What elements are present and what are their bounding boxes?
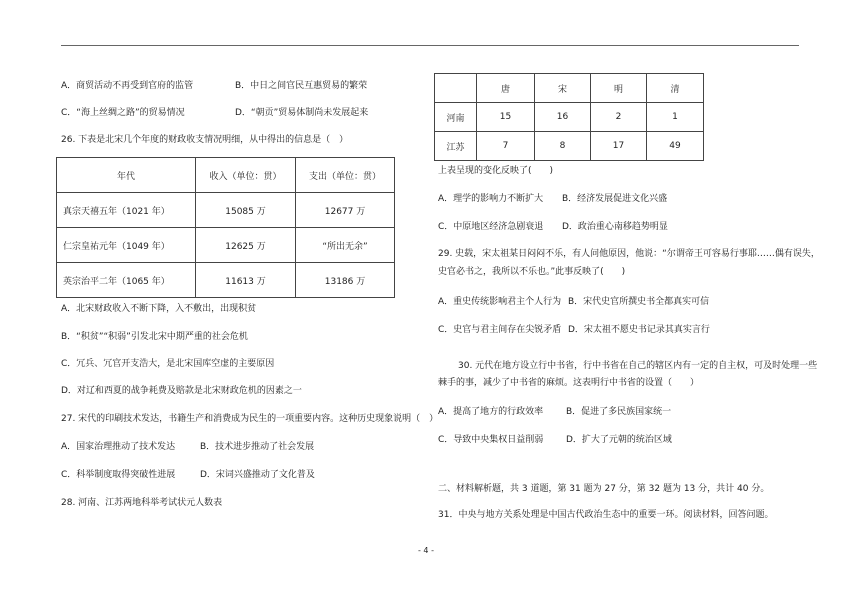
table-cell: 1 [647, 103, 704, 132]
q25-option-d: D．“朝贡”贸易体制尚未发展起来 [235, 108, 369, 118]
q25-option-a: A．商贸活动不再受到官府的监管 [61, 81, 194, 91]
table-header-row [435, 74, 704, 103]
table-cell: 仁宗皇祐元年（1049 年） [57, 228, 196, 263]
table-cell: 河南 [435, 103, 477, 132]
table-header-cell: 宋 [535, 74, 591, 103]
table-cell: 12625 万 [196, 228, 296, 263]
table-header-cell: 清 [647, 74, 704, 103]
table-cell: 真宗天禧五年（1021 年） [57, 193, 196, 228]
q28-option-d: D．政治重心南移趋势明显 [562, 222, 668, 232]
table-row [57, 263, 395, 298]
table-header-cell [435, 74, 477, 103]
q25-option-c: C．“海上丝绸之路”的贸易情况 [61, 108, 185, 118]
q26-finance-table [56, 157, 395, 298]
q28-scholar-table [434, 73, 704, 161]
q26-option-a: A．北宋财政收入不断下降，入不敷出，出现积贫 [61, 304, 257, 314]
q26-option-d: D．对辽和西夏的战争耗费及赔款是北宋财政危机的因素之一 [61, 386, 302, 396]
q27-option-c: C．科举制度取得突破性进展 [61, 470, 176, 480]
table-cell: 7 [477, 132, 535, 161]
table-header-row [57, 158, 395, 193]
q29-option-b: B．宋代史官所撰史书全都真实可信 [568, 297, 710, 307]
q29-option-d: D．宋太祖不愿史书记录其真实言行 [568, 325, 710, 335]
table-cell: 15085 万 [196, 193, 296, 228]
q26-option-b: B．“积贫”“积弱”引发北宋中期严重的社会危机 [61, 332, 248, 342]
table-header-cell: 唐 [477, 74, 535, 103]
q29-option-c: C．史官与君主间存在尖锐矛盾 [438, 325, 562, 335]
table-cell: 2 [591, 103, 647, 132]
q30-option-d: D．扩大了元朝的统治区域 [566, 435, 672, 445]
table-cell: 13186 万 [296, 263, 395, 298]
table-cell: 12677 万 [296, 193, 395, 228]
q28-stem: 28. 河南、江苏两地科举考试状元人数表 [61, 498, 223, 508]
q25-option-b: B．中日之间官民互惠贸易的繁荣 [235, 81, 368, 91]
page-number: - 4 - [418, 546, 434, 555]
table-cell: 16 [535, 103, 591, 132]
q27-option-b: B．技术进步推动了社会发展 [200, 442, 315, 452]
q29-line-1: 29. 史载，宋太祖某日闷闷不乐，有人问他原因，他说：“尔谓帝王可容易行事耶……偶有误失， [438, 249, 820, 259]
table-row [435, 103, 704, 132]
q27-option-d: D．宋词兴盛推动了文化普及 [200, 470, 315, 480]
table-cell: 8 [535, 132, 591, 161]
table-cell: 英宗治平二年（1065 年） [57, 263, 196, 298]
q26-stem: 26. 下表是北宋几个年度的财政收支情况明细，从中得出的信息是（ ） [61, 135, 349, 145]
table-cell: 江苏 [435, 132, 477, 161]
section-2-heading: 二、材料解析题，共 3 道题，第 31 题为 27 分，第 32 题为 13 分，共计 40 分。 [438, 484, 770, 494]
q31-stem: 31．中央与地方关系处理是中国古代政治生态中的重要一环。阅读材料，回答问题。 [438, 510, 774, 520]
table-header-cell: 收入（单位：贯） [196, 158, 296, 193]
table-header-cell: 支出（单位：贯） [296, 158, 395, 193]
q30-option-b: B．促进了多民族国家统一 [566, 407, 672, 417]
table-row [57, 228, 395, 263]
table-cell: 17 [591, 132, 647, 161]
q30-line-1: 30. 元代在地方设立行中书省，行中书省在自己的辖区内有一定的自主权，可及时处理一些 [458, 361, 818, 371]
q30-option-c: C．导致中央集权日益削弱 [438, 435, 544, 445]
table-row [435, 132, 704, 161]
table-cell: “所出无余” [296, 228, 395, 263]
table-row [57, 193, 395, 228]
q28-option-c: C．中原地区经济急剧衰退 [438, 222, 544, 232]
q28-option-b: B．经济发展促进文化兴盛 [562, 194, 668, 204]
q29-line-2: 史官必书之，我所以不乐也。”此事反映了( ) [438, 267, 626, 277]
table-cell: 11613 万 [196, 263, 296, 298]
q30-option-a: A．提高了地方的行政效率 [438, 407, 544, 417]
q30-line-2: 棘手的事，减少了中书省的麻烦。这表明行中书省的设置（ ） [438, 378, 700, 388]
table-header-cell: 年代 [57, 158, 196, 193]
header-rule [61, 45, 799, 46]
table-cell: 15 [477, 103, 535, 132]
q27-stem: 27. 宋代的印刷技术发达，书籍生产和消费成为民生的一项重要内容。这种历史现象说明（ ） [61, 414, 439, 424]
table-header-cell: 明 [591, 74, 647, 103]
q26-option-c: C．冗兵、冗官开支浩大，是北宋国库空虚的主要原因 [61, 359, 275, 369]
table-cell: 49 [647, 132, 704, 161]
q29-option-a: A．重史传统影响君主个人行为 [438, 297, 562, 307]
q28-option-a: A．理学的影响力不断扩大 [438, 194, 544, 204]
q28-question: 上表呈现的变化反映了( ) [438, 166, 554, 176]
q27-option-a: A．国家治理推动了技术发达 [61, 442, 176, 452]
